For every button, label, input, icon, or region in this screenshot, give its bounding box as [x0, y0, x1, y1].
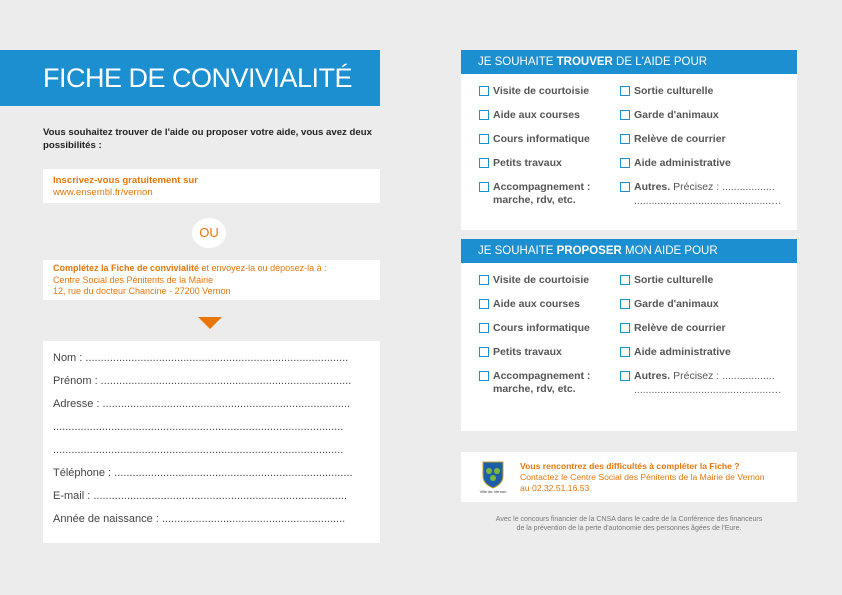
- checkbox-travaux[interactable]: [479, 158, 489, 168]
- address-line: Centre Social des Pénitents de la Mairie: [53, 274, 214, 285]
- checkbox-label: Accompagnement :: [493, 370, 591, 382]
- or-badge: OU: [192, 218, 226, 248]
- online-option-title: Inscrivez-vous gratuitement sur: [53, 175, 199, 186]
- offer-help-panel: [461, 239, 797, 431]
- checkbox-label: Relève de courrier: [634, 322, 726, 334]
- checkbox-label: Aide administrative: [634, 157, 731, 169]
- checkbox-courses[interactable]: [479, 299, 489, 309]
- checkbox-label: Petits travaux: [493, 157, 562, 169]
- checkbox-label: Accompagnement :: [493, 181, 591, 193]
- checkbox-travaux[interactable]: [479, 347, 489, 357]
- form-field-address-2[interactable]: ...............................................................................................: [53, 421, 344, 433]
- checkbox-courrier[interactable]: [620, 134, 630, 144]
- checkbox-informatique[interactable]: [479, 323, 489, 333]
- checkbox-label: Relève de courrier: [634, 133, 726, 145]
- checkbox-accompagnement[interactable]: [479, 371, 489, 381]
- checkbox-sortie[interactable]: [620, 275, 630, 285]
- find-help-panel: [461, 50, 797, 230]
- checkbox-animaux[interactable]: [620, 299, 630, 309]
- page-title: FICHE DE CONVIVIALITÉ: [0, 50, 380, 106]
- checkbox-animaux[interactable]: [620, 110, 630, 120]
- checkbox-label: Aide aux courses: [493, 109, 580, 121]
- form-field-address-3[interactable]: ...............................................................................................: [53, 444, 344, 456]
- checkbox-label: Cours informatique: [493, 133, 590, 145]
- contact-form: [43, 341, 380, 543]
- checkbox-label: Sortie culturelle: [634, 274, 714, 286]
- form-field-birth-year[interactable]: Année de naissance : ............................................................: [53, 513, 346, 525]
- checkbox-autres[interactable]: [620, 182, 630, 192]
- checkbox-visite[interactable]: [479, 86, 489, 96]
- checkbox-label: Aide administrative: [634, 346, 731, 358]
- checkbox-administrative[interactable]: [620, 158, 630, 168]
- checkbox-label-cont: marche, rdv, etc.: [493, 383, 576, 395]
- down-arrow-icon: [198, 317, 222, 329]
- checkbox-accompagnement[interactable]: [479, 182, 489, 192]
- checkbox-label: Aide aux courses: [493, 298, 580, 310]
- paper-option-text: et envoyez-la ou déposez-la à :: [199, 263, 327, 273]
- intro-text: Vous souhaitez trouver de l'aide ou proposer votre aide, vous avez deux possibilités :: [43, 127, 372, 151]
- checkbox-label: Petits travaux: [493, 346, 562, 358]
- checkbox-visite[interactable]: [479, 275, 489, 285]
- checkbox-administrative[interactable]: [620, 347, 630, 357]
- form-field-phone[interactable]: Téléphone : ..............................................................................: [53, 467, 353, 479]
- vernon-logo: Ville de Vernon: [480, 460, 506, 496]
- checkbox-informatique[interactable]: [479, 134, 489, 144]
- checkbox-label-cont: marche, rdv, etc.: [493, 194, 576, 206]
- form-field-address[interactable]: Adresse : .................................................................................: [53, 398, 351, 410]
- autres-line[interactable]: ...............................................…: [634, 384, 782, 396]
- checkbox-label: Visite de courtoisie: [493, 274, 590, 286]
- funding-footer: Avec le concours financier de la CNSA dans le cadre de la Conférence des financeurs de la prévention de la perte d'autonomie des personnes âgées de l'Eure.: [495, 516, 763, 532]
- offer-help-header: JE SOUHAITE PROPOSER MON AIDE POUR: [461, 239, 797, 263]
- form-field-name[interactable]: Nom : ......................................................................................: [53, 352, 349, 364]
- checkbox-courses[interactable]: [479, 110, 489, 120]
- form-field-email[interactable]: E-mail : ...................................................................................: [53, 490, 347, 502]
- checkbox-label-autres: Autres. Précisez : ..................: [634, 370, 775, 382]
- checkbox-label-autres: Autres. Précisez : ..................: [634, 181, 775, 193]
- checkbox-autres[interactable]: [620, 371, 630, 381]
- checkbox-label: Garde d'animaux: [634, 298, 719, 310]
- online-option-box: [43, 169, 380, 203]
- checkbox-label: Cours informatique: [493, 322, 590, 334]
- paper-option-box: [43, 260, 380, 300]
- find-help-header: JE SOUHAITE TROUVER DE L'AIDE POUR: [461, 50, 797, 74]
- help-phone[interactable]: au 02.32.51.16.53: [520, 483, 590, 493]
- checkbox-label: Sortie culturelle: [634, 85, 714, 97]
- checkbox-label: Visite de courtoisie: [493, 85, 590, 97]
- address-line: 12, rue du docteur Chancine - 27200 Vernon: [53, 286, 231, 296]
- checkbox-label: Garde d'animaux: [634, 109, 719, 121]
- online-option-link[interactable]: www.ensembl.fr/vernon: [53, 187, 153, 198]
- checkbox-sortie[interactable]: [620, 86, 630, 96]
- form-field-firstname[interactable]: Prénom : ..................................................................................: [53, 375, 352, 387]
- paper-option-title: Complétez la Fiche de convivialité: [53, 263, 200, 273]
- checkbox-courrier[interactable]: [620, 323, 630, 333]
- autres-line[interactable]: ...............................................…: [634, 195, 782, 207]
- help-note-text: Vous rencontrez des difficultés à compléter la Fiche ? Contactez le Centre Social des Pénitents de la Mairie de Vernon au 02.32.51.16.53: [520, 461, 765, 493]
